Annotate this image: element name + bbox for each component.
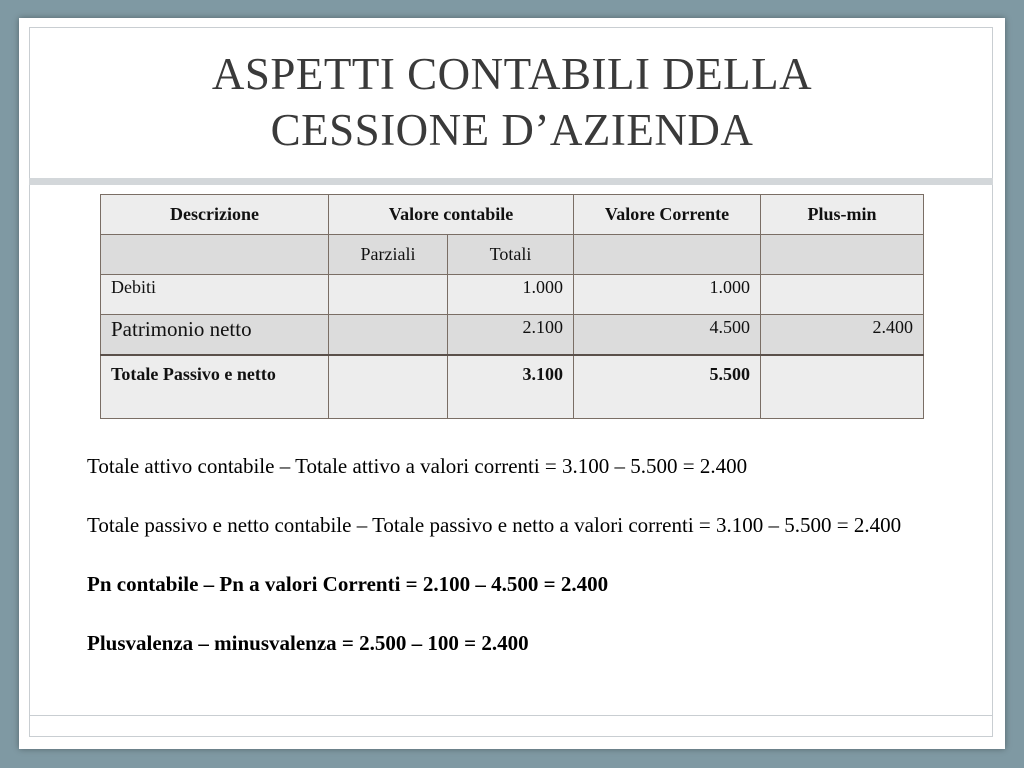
notes — [87, 451, 967, 687]
table-cell — [329, 275, 448, 315]
table-cell: 4.500 — [574, 315, 761, 355]
total-cell — [761, 355, 924, 419]
note-paragraph: Totale passivo e netto contabile – Totale passivo e netto a valori correnti = 3.100 – 5.500 = 2.400 — [87, 513, 902, 537]
table-row — [101, 275, 924, 315]
table-cell: 1.000 — [448, 275, 574, 315]
total-cell — [329, 355, 448, 419]
header-cell: Valore contabile — [329, 195, 574, 235]
subheader-cell — [101, 235, 329, 275]
table-total-row — [101, 355, 924, 419]
title-line-2: CESSIONE D’AZIENDA — [270, 105, 754, 155]
subheader-cell — [574, 235, 761, 275]
table-cell — [329, 315, 448, 355]
note-paragraph-bold: Pn contabile – Pn a valori Correnti = 2.100 – 4.500 = 2.400 — [87, 572, 609, 596]
title-line-1: ASPETTI CONTABILI DELLA — [211, 49, 813, 99]
table-cell: 2.100 — [448, 315, 574, 355]
table-row — [101, 315, 924, 355]
header-cell: Plus-min — [761, 195, 924, 235]
table-subheader-row — [101, 235, 924, 275]
total-cell: 5.500 — [574, 355, 761, 419]
total-cell: Totale Passivo e netto — [101, 355, 329, 419]
subheader-cell: Totali — [448, 235, 574, 275]
accounting-table — [100, 194, 924, 419]
title-rule — [29, 178, 993, 185]
table-cell: 1.000 — [574, 275, 761, 315]
table-cell: Patrimonio netto — [101, 315, 329, 355]
slide — [19, 18, 1005, 749]
header-cell: Descrizione — [101, 195, 329, 235]
header-cell: Valore Corrente — [574, 195, 761, 235]
note-paragraph-bold: Plusvalenza – minusvalenza = 2.500 – 100 = 2.400 — [87, 631, 529, 655]
table-cell: Debiti — [101, 275, 329, 315]
subheader-cell — [761, 235, 924, 275]
total-cell: 3.100 — [448, 355, 574, 419]
table-cell — [761, 275, 924, 315]
table-header-row — [101, 195, 924, 235]
footer-rule — [29, 715, 993, 716]
slide-title — [19, 46, 1005, 158]
table-cell: 2.400 — [761, 315, 924, 355]
subheader-cell: Parziali — [329, 235, 448, 275]
note-paragraph: Totale attivo contabile – Totale attivo a valori correnti = 3.100 – 5.500 = 2.400 — [87, 454, 748, 478]
